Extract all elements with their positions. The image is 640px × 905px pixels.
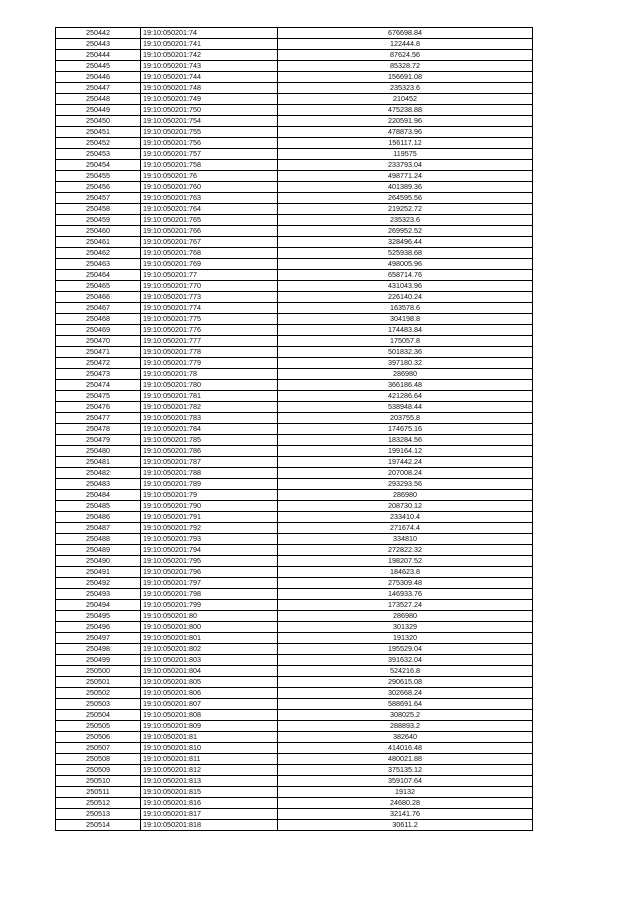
cadastral-number-cell: 19:10:050201:798	[141, 589, 278, 600]
row-id-cell: 250494	[56, 600, 141, 611]
row-id-cell: 250443	[56, 39, 141, 50]
amount-cell: 375135.12	[278, 765, 533, 776]
amount-cell: 286980	[278, 369, 533, 380]
table-body	[56, 28, 533, 831]
table-row	[56, 61, 533, 72]
amount-cell: 286980	[278, 490, 533, 501]
amount-cell: 480021.88	[278, 754, 533, 765]
cadastral-number-cell: 19:10:050201:784	[141, 424, 278, 435]
row-id-cell: 250475	[56, 391, 141, 402]
cadastral-number-cell: 19:10:050201:773	[141, 292, 278, 303]
cadastral-number-cell: 19:10:050201:768	[141, 248, 278, 259]
amount-cell: 208730.12	[278, 501, 533, 512]
row-id-cell: 250486	[56, 512, 141, 523]
cadastral-number-cell: 19:10:050201:769	[141, 259, 278, 270]
row-id-cell: 250492	[56, 578, 141, 589]
cadastral-number-cell: 19:10:050201:792	[141, 523, 278, 534]
table-row	[56, 644, 533, 655]
table-row	[56, 556, 533, 567]
row-id-cell: 250465	[56, 281, 141, 292]
cadastral-number-cell: 19:10:050201:776	[141, 325, 278, 336]
table-row	[56, 512, 533, 523]
amount-cell: 301329	[278, 622, 533, 633]
amount-cell: 226140.24	[278, 292, 533, 303]
cadastral-number-cell: 19:10:050201:77	[141, 270, 278, 281]
table-row	[56, 270, 533, 281]
amount-cell: 293293.56	[278, 479, 533, 490]
table-row	[56, 281, 533, 292]
table-row	[56, 215, 533, 226]
table-row	[56, 490, 533, 501]
cadastral-number-cell: 19:10:050201:816	[141, 798, 278, 809]
table-row	[56, 369, 533, 380]
table-row	[56, 732, 533, 743]
amount-cell: 304198.8	[278, 314, 533, 325]
cadastral-number-cell: 19:10:050201:81	[141, 732, 278, 743]
cadastral-number-cell: 19:10:050201:755	[141, 127, 278, 138]
amount-cell: 475238.88	[278, 105, 533, 116]
row-id-cell: 250461	[56, 237, 141, 248]
cadastral-number-cell: 19:10:050201:789	[141, 479, 278, 490]
table-row	[56, 171, 533, 182]
cadastral-number-cell: 19:10:050201:766	[141, 226, 278, 237]
row-id-cell: 250511	[56, 787, 141, 798]
table-row	[56, 193, 533, 204]
amount-cell: 198207.52	[278, 556, 533, 567]
cadastral-number-cell: 19:10:050201:803	[141, 655, 278, 666]
table-row	[56, 600, 533, 611]
row-id-cell: 250478	[56, 424, 141, 435]
cadastral-number-cell: 19:10:050201:765	[141, 215, 278, 226]
cadastral-number-cell: 19:10:050201:811	[141, 754, 278, 765]
cadastral-number-cell: 19:10:050201:793	[141, 534, 278, 545]
cadastral-number-cell: 19:10:050201:782	[141, 402, 278, 413]
cadastral-number-cell: 19:10:050201:810	[141, 743, 278, 754]
cadastral-number-cell: 19:10:050201:801	[141, 633, 278, 644]
cadastral-number-cell: 19:10:050201:807	[141, 699, 278, 710]
row-id-cell: 250503	[56, 699, 141, 710]
amount-cell: 414016.48	[278, 743, 533, 754]
table-row	[56, 798, 533, 809]
table-row	[56, 809, 533, 820]
amount-cell: 382640	[278, 732, 533, 743]
amount-cell: 359107.64	[278, 776, 533, 787]
table-row	[56, 501, 533, 512]
row-id-cell: 250479	[56, 435, 141, 446]
cadastral-number-cell: 19:10:050201:809	[141, 721, 278, 732]
row-id-cell: 250470	[56, 336, 141, 347]
cadastral-number-cell: 19:10:050201:794	[141, 545, 278, 556]
table-row	[56, 336, 533, 347]
row-id-cell: 250455	[56, 171, 141, 182]
cadastral-number-cell: 19:10:050201:799	[141, 600, 278, 611]
cadastral-number-cell: 19:10:050201:754	[141, 116, 278, 127]
table-row	[56, 666, 533, 677]
row-id-cell: 250462	[56, 248, 141, 259]
row-id-cell: 250449	[56, 105, 141, 116]
cadastral-number-cell: 19:10:050201:812	[141, 765, 278, 776]
cadastral-number-cell: 19:10:050201:757	[141, 149, 278, 160]
table-row	[56, 633, 533, 644]
cadastral-number-cell: 19:10:050201:743	[141, 61, 278, 72]
table-row	[56, 457, 533, 468]
row-id-cell: 250471	[56, 347, 141, 358]
row-id-cell: 250488	[56, 534, 141, 545]
amount-cell: 525938.68	[278, 248, 533, 259]
amount-cell: 233793.04	[278, 160, 533, 171]
row-id-cell: 250509	[56, 765, 141, 776]
row-id-cell: 250444	[56, 50, 141, 61]
row-id-cell: 250480	[56, 446, 141, 457]
row-id-cell: 250445	[56, 61, 141, 72]
amount-cell: 421286.64	[278, 391, 533, 402]
table-row	[56, 622, 533, 633]
amount-cell: 366186.48	[278, 380, 533, 391]
row-id-cell: 250458	[56, 204, 141, 215]
cadastral-number-cell: 19:10:050201:767	[141, 237, 278, 248]
amount-cell: 30611.2	[278, 820, 533, 831]
table-row	[56, 446, 533, 457]
row-id-cell: 250501	[56, 677, 141, 688]
cadastral-number-cell: 19:10:050201:78	[141, 369, 278, 380]
amount-cell: 203755.8	[278, 413, 533, 424]
amount-cell: 32141.76	[278, 809, 533, 820]
table-row	[56, 523, 533, 534]
row-id-cell: 250460	[56, 226, 141, 237]
amount-cell: 269952.52	[278, 226, 533, 237]
amount-cell: 156691.08	[278, 72, 533, 83]
amount-cell: 524216.8	[278, 666, 533, 677]
table-row	[56, 94, 533, 105]
table-row	[56, 105, 533, 116]
cadastral-number-cell: 19:10:050201:781	[141, 391, 278, 402]
cadastral-number-cell: 19:10:050201:808	[141, 710, 278, 721]
table-row	[56, 259, 533, 270]
cadastral-number-cell: 19:10:050201:783	[141, 413, 278, 424]
row-id-cell: 250442	[56, 28, 141, 39]
cadastral-number-cell: 19:10:050201:788	[141, 468, 278, 479]
row-id-cell: 250482	[56, 468, 141, 479]
table-row	[56, 50, 533, 61]
cadastral-number-cell: 19:10:050201:80	[141, 611, 278, 622]
amount-cell: 199164.12	[278, 446, 533, 457]
amount-cell: 184623.8	[278, 567, 533, 578]
cadastral-number-cell: 19:10:050201:764	[141, 204, 278, 215]
amount-cell: 174675.16	[278, 424, 533, 435]
table-row	[56, 226, 533, 237]
table-row	[56, 721, 533, 732]
cadastral-number-cell: 19:10:050201:796	[141, 567, 278, 578]
amount-cell: 431043.96	[278, 281, 533, 292]
row-id-cell: 250493	[56, 589, 141, 600]
cadastral-number-cell: 19:10:050201:770	[141, 281, 278, 292]
row-id-cell: 250466	[56, 292, 141, 303]
cadastral-number-cell: 19:10:050201:797	[141, 578, 278, 589]
table-row	[56, 754, 533, 765]
row-id-cell: 250485	[56, 501, 141, 512]
amount-cell: 191320	[278, 633, 533, 644]
table-row	[56, 820, 533, 831]
row-id-cell: 250469	[56, 325, 141, 336]
amount-cell: 146933.76	[278, 589, 533, 600]
cadastral-number-cell: 19:10:050201:79	[141, 490, 278, 501]
row-id-cell: 250450	[56, 116, 141, 127]
table-row	[56, 138, 533, 149]
row-id-cell: 250491	[56, 567, 141, 578]
cadastral-number-cell: 19:10:050201:800	[141, 622, 278, 633]
cadastral-number-cell: 19:10:050201:742	[141, 50, 278, 61]
amount-cell: 538948.44	[278, 402, 533, 413]
table-row	[56, 743, 533, 754]
row-id-cell: 250452	[56, 138, 141, 149]
cadastral-number-cell: 19:10:050201:818	[141, 820, 278, 831]
cadastral-number-cell: 19:10:050201:758	[141, 160, 278, 171]
data-table	[55, 27, 533, 831]
row-id-cell: 250472	[56, 358, 141, 369]
table-row	[56, 248, 533, 259]
table-row	[56, 435, 533, 446]
table-row	[56, 237, 533, 248]
row-id-cell: 250496	[56, 622, 141, 633]
table-row	[56, 116, 533, 127]
row-id-cell: 250473	[56, 369, 141, 380]
amount-cell: 122444.8	[278, 39, 533, 50]
table-row	[56, 611, 533, 622]
row-id-cell: 250489	[56, 545, 141, 556]
amount-cell: 174483.84	[278, 325, 533, 336]
amount-cell: 286980	[278, 611, 533, 622]
row-id-cell: 250505	[56, 721, 141, 732]
cadastral-number-cell: 19:10:050201:76	[141, 171, 278, 182]
row-id-cell: 250495	[56, 611, 141, 622]
cadastral-number-cell: 19:10:050201:802	[141, 644, 278, 655]
amount-cell: 401389.36	[278, 182, 533, 193]
amount-cell: 235323.6	[278, 215, 533, 226]
amount-cell: 207008.24	[278, 468, 533, 479]
amount-cell: 173527.24	[278, 600, 533, 611]
amount-cell: 302668.24	[278, 688, 533, 699]
table-row	[56, 358, 533, 369]
table-row	[56, 391, 533, 402]
table-row	[56, 655, 533, 666]
row-id-cell: 250477	[56, 413, 141, 424]
row-id-cell: 250457	[56, 193, 141, 204]
row-id-cell: 250487	[56, 523, 141, 534]
amount-cell: 658714.76	[278, 270, 533, 281]
row-id-cell: 250500	[56, 666, 141, 677]
cadastral-number-cell: 19:10:050201:790	[141, 501, 278, 512]
row-id-cell: 250467	[56, 303, 141, 314]
table-row	[56, 424, 533, 435]
row-id-cell: 250447	[56, 83, 141, 94]
row-id-cell: 250514	[56, 820, 141, 831]
amount-cell: 183284.56	[278, 435, 533, 446]
table-row	[56, 127, 533, 138]
amount-cell: 195529.04	[278, 644, 533, 655]
table-row	[56, 380, 533, 391]
table-row	[56, 72, 533, 83]
row-id-cell: 250502	[56, 688, 141, 699]
table-row	[56, 160, 533, 171]
row-id-cell: 250483	[56, 479, 141, 490]
amount-cell: 156117.12	[278, 138, 533, 149]
table-row	[56, 567, 533, 578]
table-row	[56, 589, 533, 600]
cadastral-number-cell: 19:10:050201:805	[141, 677, 278, 688]
amount-cell: 275309.48	[278, 578, 533, 589]
row-id-cell: 250510	[56, 776, 141, 787]
amount-cell: 288893.2	[278, 721, 533, 732]
cadastral-number-cell: 19:10:050201:74	[141, 28, 278, 39]
cadastral-number-cell: 19:10:050201:779	[141, 358, 278, 369]
cadastral-number-cell: 19:10:050201:760	[141, 182, 278, 193]
cadastral-number-cell: 19:10:050201:763	[141, 193, 278, 204]
row-id-cell: 250497	[56, 633, 141, 644]
cadastral-number-cell: 19:10:050201:749	[141, 94, 278, 105]
table-row	[56, 787, 533, 798]
row-id-cell: 250476	[56, 402, 141, 413]
row-id-cell: 250456	[56, 182, 141, 193]
amount-cell: 219252.72	[278, 204, 533, 215]
row-id-cell: 250498	[56, 644, 141, 655]
table-row	[56, 149, 533, 160]
row-id-cell: 250508	[56, 754, 141, 765]
amount-cell: 87624.56	[278, 50, 533, 61]
row-id-cell: 250451	[56, 127, 141, 138]
cadastral-number-cell: 19:10:050201:815	[141, 787, 278, 798]
amount-cell: 233410.4	[278, 512, 533, 523]
cadastral-number-cell: 19:10:050201:778	[141, 347, 278, 358]
amount-cell: 308025.2	[278, 710, 533, 721]
amount-cell: 210452	[278, 94, 533, 105]
row-id-cell: 250453	[56, 149, 141, 160]
table-row	[56, 479, 533, 490]
amount-cell: 391632.04	[278, 655, 533, 666]
table-row	[56, 578, 533, 589]
row-id-cell: 250504	[56, 710, 141, 721]
table-row	[56, 710, 533, 721]
table-row	[56, 776, 533, 787]
amount-cell: 271674.4	[278, 523, 533, 534]
table-row	[56, 545, 533, 556]
row-id-cell: 250454	[56, 160, 141, 171]
amount-cell: 175057.8	[278, 336, 533, 347]
cadastral-number-cell: 19:10:050201:777	[141, 336, 278, 347]
table-row	[56, 765, 533, 776]
row-id-cell: 250512	[56, 798, 141, 809]
cadastral-number-cell: 19:10:050201:806	[141, 688, 278, 699]
table-row	[56, 28, 533, 39]
cadastral-number-cell: 19:10:050201:795	[141, 556, 278, 567]
amount-cell: 498005.96	[278, 259, 533, 270]
cadastral-number-cell: 19:10:050201:748	[141, 83, 278, 94]
table-row	[56, 182, 533, 193]
amount-cell: 85328.72	[278, 61, 533, 72]
table-row	[56, 413, 533, 424]
amount-cell: 501832.36	[278, 347, 533, 358]
cadastral-number-cell: 19:10:050201:813	[141, 776, 278, 787]
table-row	[56, 534, 533, 545]
row-id-cell: 250506	[56, 732, 141, 743]
cadastral-number-cell: 19:10:050201:775	[141, 314, 278, 325]
amount-cell: 676698.84	[278, 28, 533, 39]
row-id-cell: 250464	[56, 270, 141, 281]
amount-cell: 328496.44	[278, 237, 533, 248]
cadastral-number-cell: 19:10:050201:804	[141, 666, 278, 677]
cadastral-number-cell: 19:10:050201:791	[141, 512, 278, 523]
amount-cell: 119575	[278, 149, 533, 160]
amount-cell: 19132	[278, 787, 533, 798]
cadastral-number-cell: 19:10:050201:774	[141, 303, 278, 314]
table-row	[56, 699, 533, 710]
table-row	[56, 677, 533, 688]
table-row	[56, 468, 533, 479]
cadastral-number-cell: 19:10:050201:744	[141, 72, 278, 83]
table-row	[56, 347, 533, 358]
cadastral-number-cell: 19:10:050201:817	[141, 809, 278, 820]
table-row	[56, 325, 533, 336]
row-id-cell: 250448	[56, 94, 141, 105]
amount-cell: 197442.24	[278, 457, 533, 468]
amount-cell: 220591.96	[278, 116, 533, 127]
table-row	[56, 83, 533, 94]
amount-cell: 24680.28	[278, 798, 533, 809]
amount-cell: 163578.6	[278, 303, 533, 314]
cadastral-number-cell: 19:10:050201:756	[141, 138, 278, 149]
row-id-cell: 250481	[56, 457, 141, 468]
row-id-cell: 250507	[56, 743, 141, 754]
table-row	[56, 303, 533, 314]
amount-cell: 498771.24	[278, 171, 533, 182]
cadastral-number-cell: 19:10:050201:786	[141, 446, 278, 457]
cadastral-number-cell: 19:10:050201:741	[141, 39, 278, 50]
row-id-cell: 250513	[56, 809, 141, 820]
amount-cell: 264595.56	[278, 193, 533, 204]
table-row	[56, 204, 533, 215]
row-id-cell: 250459	[56, 215, 141, 226]
row-id-cell: 250474	[56, 380, 141, 391]
cadastral-number-cell: 19:10:050201:780	[141, 380, 278, 391]
table-row	[56, 688, 533, 699]
table-row	[56, 314, 533, 325]
row-id-cell: 250463	[56, 259, 141, 270]
amount-cell: 478873.96	[278, 127, 533, 138]
amount-cell: 588691.64	[278, 699, 533, 710]
row-id-cell: 250468	[56, 314, 141, 325]
amount-cell: 290615.08	[278, 677, 533, 688]
row-id-cell: 250446	[56, 72, 141, 83]
table-row	[56, 39, 533, 50]
amount-cell: 272822.32	[278, 545, 533, 556]
amount-cell: 235323.6	[278, 83, 533, 94]
row-id-cell: 250499	[56, 655, 141, 666]
table-row	[56, 402, 533, 413]
amount-cell: 334810	[278, 534, 533, 545]
amount-cell: 397180.32	[278, 358, 533, 369]
row-id-cell: 250490	[56, 556, 141, 567]
table-row	[56, 292, 533, 303]
cadastral-number-cell: 19:10:050201:787	[141, 457, 278, 468]
cadastral-number-cell: 19:10:050201:750	[141, 105, 278, 116]
row-id-cell: 250484	[56, 490, 141, 501]
cadastral-number-cell: 19:10:050201:785	[141, 435, 278, 446]
